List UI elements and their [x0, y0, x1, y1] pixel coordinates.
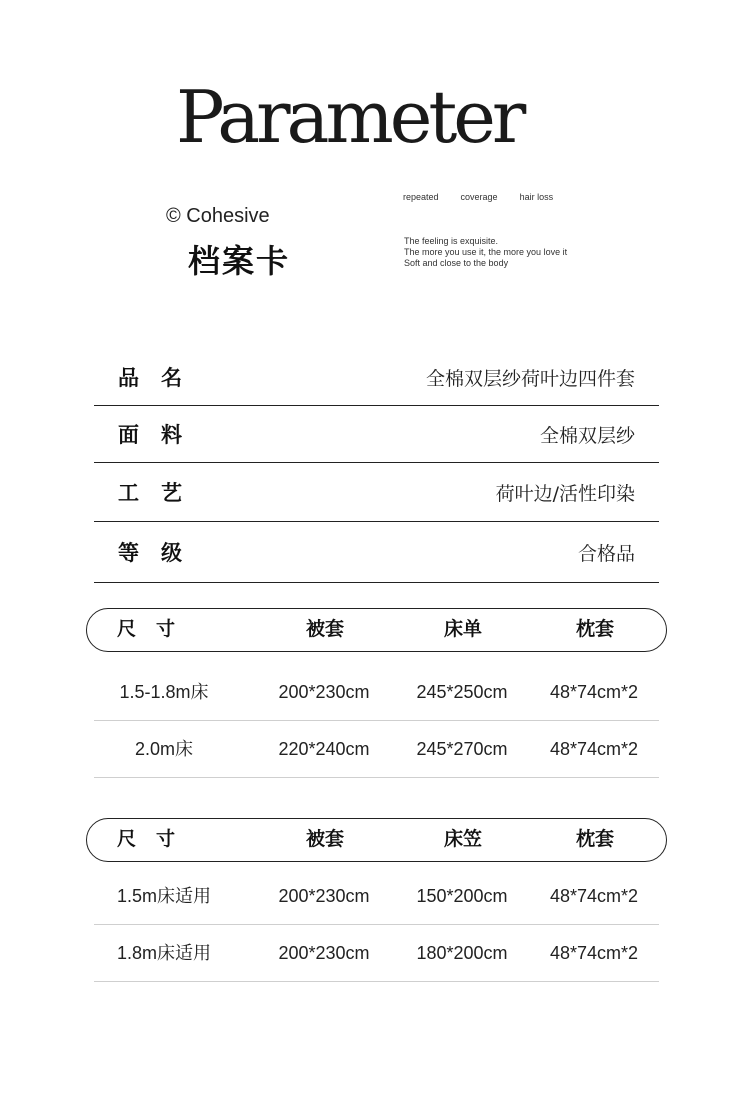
spec-table — [94, 349, 659, 583]
spec-value: 全棉双层纱 — [539, 424, 635, 447]
table-cell: 48*74cm*2 — [549, 886, 639, 906]
table-row — [94, 664, 659, 721]
header-cell: 被套 — [305, 828, 344, 850]
spec-row-name — [94, 349, 659, 406]
header-cell: 枕套 — [575, 618, 614, 640]
table-cell: 2.0m床 — [134, 739, 194, 759]
table-cell: 1.5-1.8m床 — [119, 682, 209, 702]
table-row — [94, 925, 659, 982]
table-cell: 48*74cm*2 — [549, 682, 639, 702]
blurb-line: The feeling is exquisite. — [404, 236, 499, 246]
blurb-text — [404, 236, 567, 269]
spec-value: 全棉双层纱荷叶边四件套 — [425, 367, 635, 390]
spec-value: 荷叶边/活性印染 — [495, 482, 635, 505]
table-cell: 245*270cm — [416, 739, 508, 759]
tag-item: coverage — [460, 192, 498, 202]
page-title: Parameter — [176, 75, 523, 159]
header-cell: 床单 — [443, 618, 482, 640]
table-row — [94, 868, 659, 925]
size-table-body — [94, 664, 659, 778]
table-cell: 150*200cm — [416, 886, 508, 906]
header-cell: 尺寸 — [117, 618, 196, 640]
table-cell: 200*230cm — [278, 943, 370, 963]
size-table-1 — [86, 608, 667, 778]
table-cell: 1.8m床适用 — [116, 943, 212, 963]
blurb-line: The more you use it, the more you love it — [404, 247, 568, 257]
table-cell: 220*240cm — [278, 739, 370, 759]
spec-label: 品名 — [118, 366, 204, 390]
tag-item: repeated — [403, 192, 439, 202]
blurb-line: Soft and close to the body — [404, 258, 509, 268]
header-cell: 被套 — [305, 618, 344, 640]
spec-row-craft — [94, 463, 659, 522]
tag-item: hair loss — [519, 192, 554, 202]
table-cell: 245*250cm — [416, 682, 508, 702]
table-row — [94, 721, 659, 778]
spec-row-fabric — [94, 406, 659, 463]
size-table-header — [86, 608, 667, 652]
header-cell: 尺寸 — [117, 828, 196, 850]
size-table-header — [86, 818, 667, 862]
spec-label: 面料 — [118, 423, 204, 447]
table-cell: 200*230cm — [278, 886, 370, 906]
header-cell: 床笠 — [443, 828, 482, 850]
table-cell: 1.5m床适用 — [116, 886, 212, 906]
spec-label: 工艺 — [118, 481, 204, 505]
header-cell: 枕套 — [575, 828, 614, 850]
spec-value: 合格品 — [577, 542, 635, 565]
brand-name: © Cohesive — [166, 205, 270, 227]
spec-row-grade — [94, 522, 659, 583]
table-cell: 48*74cm*2 — [549, 943, 639, 963]
archive-label: 档案卡 — [188, 242, 291, 280]
size-table-2 — [86, 818, 667, 982]
table-cell: 180*200cm — [416, 943, 508, 963]
spec-label: 等级 — [118, 541, 204, 565]
tag-list — [403, 192, 553, 202]
size-table-body — [94, 868, 659, 982]
table-cell: 200*230cm — [278, 682, 370, 702]
table-cell: 48*74cm*2 — [549, 739, 639, 759]
